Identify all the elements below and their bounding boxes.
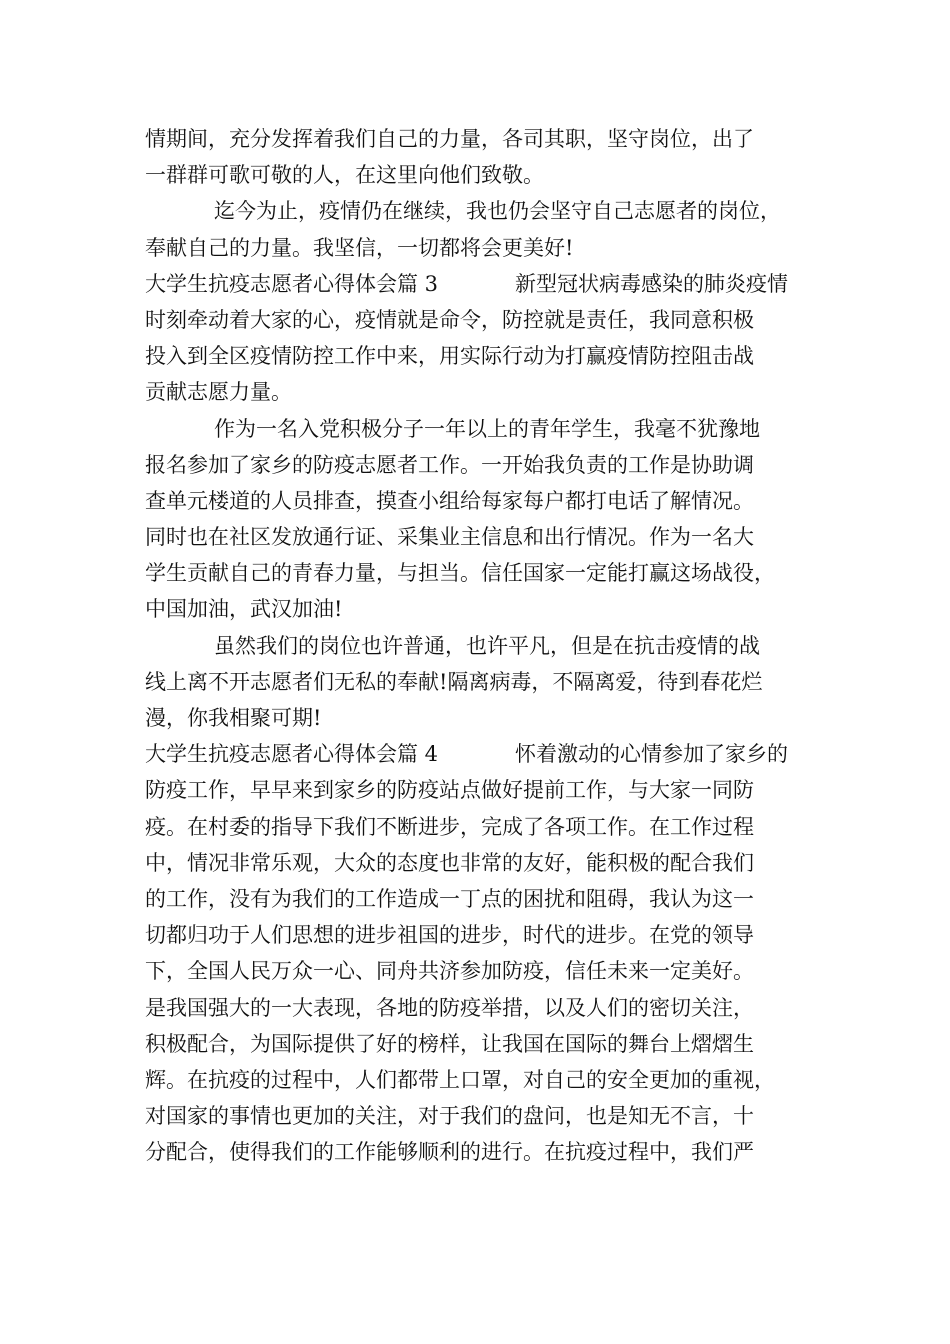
text-line: 中国加油，武汉加油!	[145, 597, 343, 622]
text-line: 新型冠状病毒感染的肺炎疫情	[515, 271, 788, 296]
text-line: 奉献自己的力量。我坚信，一切都将会更美好!	[145, 235, 574, 260]
text-line: 下，全国人民万众一心、同舟共济参加防疫，信任未来一定美好。	[145, 959, 754, 984]
text-line: 同时也在社区发放通行证、采集业主信息和出行情况。作为一名大	[145, 525, 754, 550]
section-heading: 大学生抗疫志愿者心得体会篇 3	[145, 271, 439, 296]
text-line: 怀着激动的心情参加了家乡的	[515, 742, 788, 767]
text-line: 贡献志愿力量。	[145, 380, 292, 405]
text-line: 分配合，使得我们的工作能够顺利的进行。在抗疫过程中，我们严	[145, 1140, 754, 1165]
text-line: 迄今为止，疫情仍在继续，我也仍会坚守自己志愿者的岗位，	[214, 199, 781, 224]
text-line: 学生贡献自己的青春力量，与担当。信任国家一定能打赢这场战役，	[145, 561, 775, 586]
text-line: 作为一名入党积极分子一年以上的青年学生，我毫不犹豫地	[214, 416, 760, 441]
text-line: 疫。在村委的指导下我们不断进步，完成了各项工作。在工作过程	[145, 814, 754, 839]
text-line: 线上离不开志愿者们无私的奉献!隔离病毒，不隔离爱，待到春花烂	[145, 669, 763, 694]
text-line: 辉。在抗疫的过程中，人们都带上口罩，对自己的安全更加的重视，	[145, 1067, 775, 1092]
text-line: 一群群可歌可敬的人，在这里向他们致敬。	[145, 163, 544, 188]
text-line: 漫，你我相聚可期!	[145, 706, 322, 730]
text-line: 查单元楼道的人员排查，摸查小组给每家每户都打电话了解情况。	[145, 488, 754, 513]
text-line: 报名参加了家乡的防疫志愿者工作。一开始我负责的工作是协助调	[145, 452, 754, 477]
text-line: 虽然我们的岗位也许普通，也许平凡，但是在抗击疫情的战	[214, 633, 760, 658]
section-heading-line	[145, 266, 835, 302]
text-line: 情期间，充分发挥着我们自己的力量，各司其职，坚守岗位，出了	[145, 127, 754, 151]
text-line: 是我国强大的一大表现，各地的防疫举措，以及人们的密切关注，	[145, 995, 754, 1020]
text-line: 的工作，没有为我们的工作造成一丁点的困扰和阻碍，我认为这一	[145, 886, 754, 911]
text-line: 时刻牵动着大家的心，疫情就是命令，防控就是责任，我同意积极	[145, 307, 754, 332]
text-line: 防疫工作，早早来到家乡的防疫站点做好提前工作，与大家一同防	[145, 778, 754, 803]
section-heading-line	[145, 736, 835, 772]
body-text	[145, 121, 835, 1170]
text-line: 投入到全区疫情防控工作中来，用实际行动为打赢疫情防控阻击战	[145, 344, 754, 369]
text-line: 中，情况非常乐观，大众的态度也非常的友好，能积极的配合我们	[145, 850, 754, 875]
text-line: 切都归功于人们思想的进步祖国的进步，时代的进步。在党的领导	[145, 923, 754, 948]
section-heading: 大学生抗疫志愿者心得体会篇 4	[145, 742, 439, 767]
text-line: 对国家的事情也更加的关注，对于我们的盘问，也是知无不言，十	[145, 1104, 754, 1129]
text-line: 积极配合，为国际提供了好的榜样，让我国在国际的舞台上熠熠生	[145, 1031, 754, 1056]
